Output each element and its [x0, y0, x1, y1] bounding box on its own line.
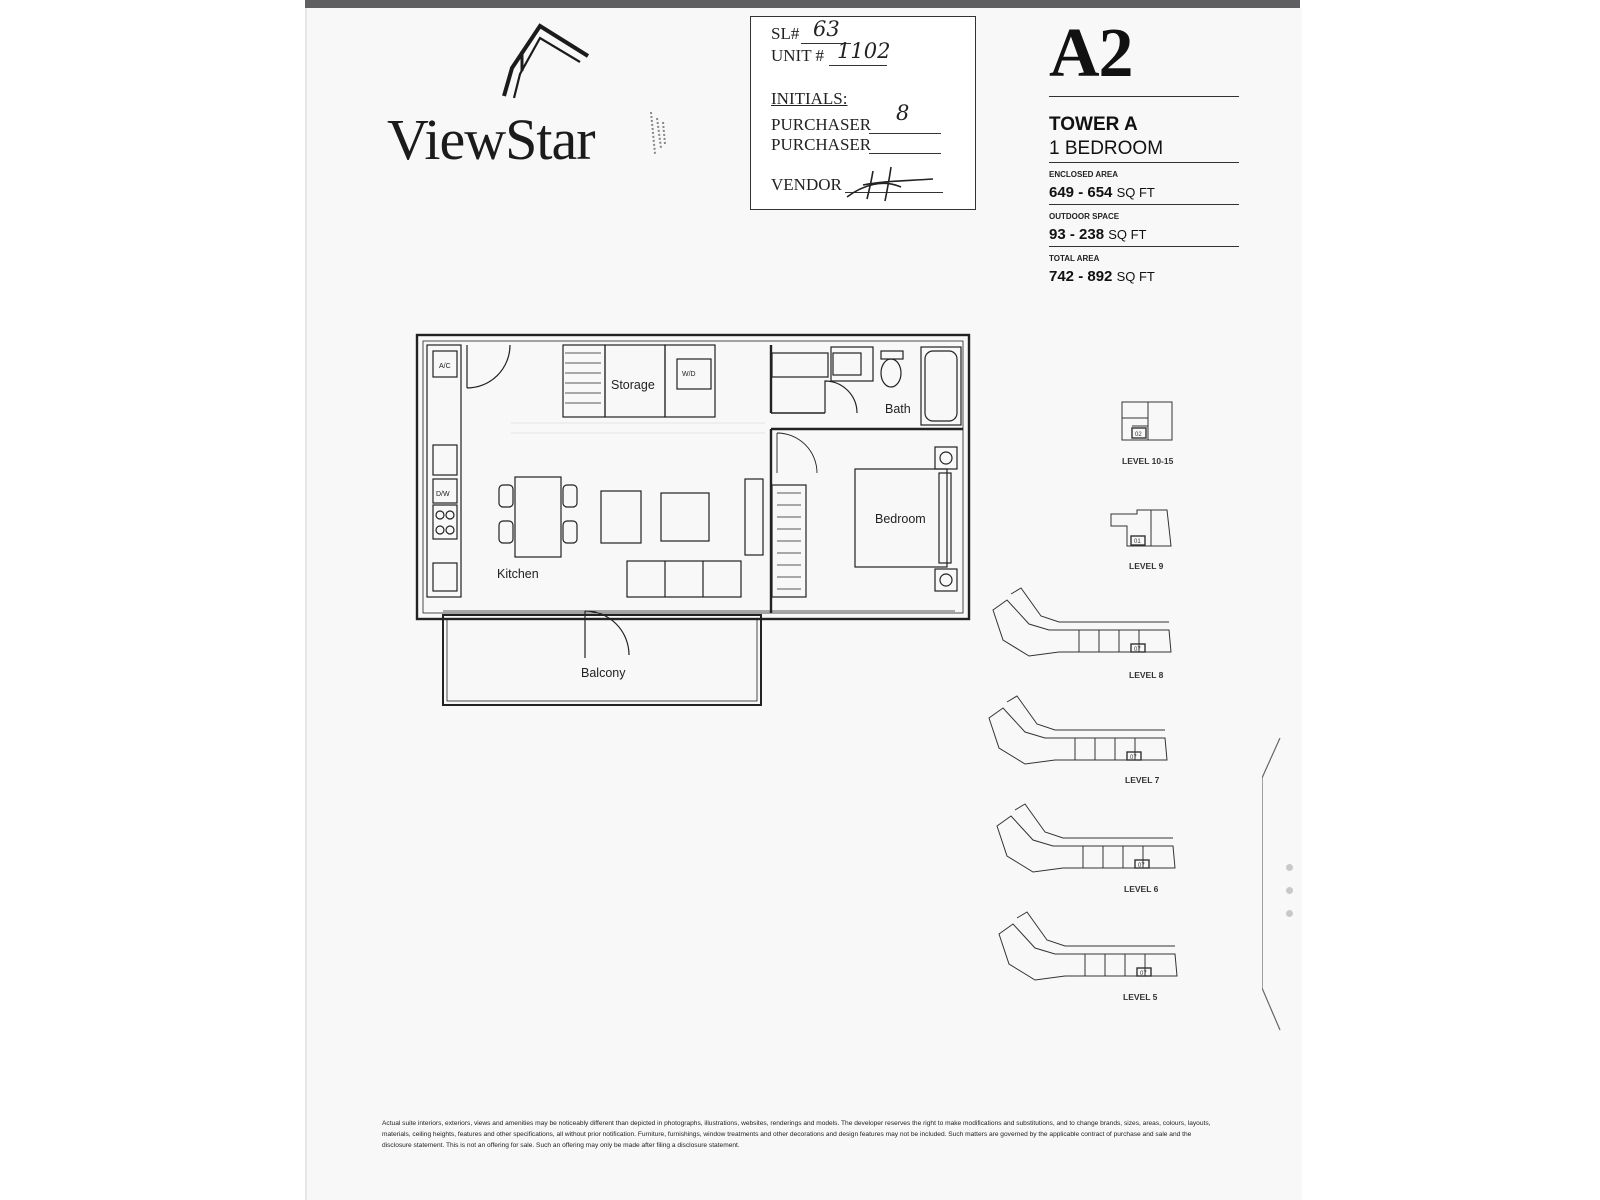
- key-plan-level-8: [989, 586, 1179, 666]
- total-area-label: TOTAL AREA: [1049, 254, 1100, 263]
- key-plan-tag-1: 02: [1135, 432, 1142, 438]
- enclosed-area-value: 649 - 654 SQ FT: [1049, 184, 1155, 201]
- logo-star-mark: [647, 108, 671, 158]
- key-plan-tag-5: 07: [1138, 863, 1145, 869]
- room-label-kitchen: Kitchen: [497, 567, 539, 581]
- unit-code: A2: [1049, 15, 1133, 92]
- purchaser-1-label: PURCHASER: [771, 115, 872, 134]
- page-indicator-dot-3[interactable]: [1286, 910, 1293, 917]
- floorplan-page: [305, 8, 1302, 1200]
- bedroom-count: 1 BEDROOM: [1049, 138, 1164, 159]
- enclosed-area-label: ENCLOSED AREA: [1049, 170, 1119, 179]
- initials-label: INITIALS:: [771, 89, 848, 108]
- room-label-bath: Bath: [885, 402, 911, 416]
- tower-label: TOWER A: [1049, 114, 1138, 135]
- roof-logo-icon: [492, 16, 622, 106]
- key-plan-level-10-15: [1112, 400, 1182, 448]
- key-plan-tag-6: 07: [1140, 971, 1147, 977]
- key-plan-level-6: [993, 802, 1183, 882]
- vendor-signature: [843, 163, 943, 203]
- legal-disclaimer: Actual suite interiors, exteriors, views and amenities may be noticeably different than depicted in photographs, illustrations, websites, renderings and models. The developer reserves the right to make modifications and substitutions, and to change brands, sizes, areas, colours, layouts, materials, ceiling heights, features and other specifications, all without prior notification. Furniture, furnishings, window treatments and other decorations and design features may not be included. Such matters are governed by the applicable contract of purchase and sale and the disclosure statement. This is not an offering for sale. Such an offering may only be made after filing a disclosure statement.: [382, 1120, 1211, 1149]
- room-label-balcony: Balcony: [581, 666, 626, 680]
- outdoor-space-label: OUTDOOR SPACE: [1049, 212, 1120, 221]
- key-plan-label-2: LEVEL 9: [1129, 561, 1164, 571]
- key-plan-tag-2: 01: [1134, 539, 1141, 545]
- sl-label: SL#: [771, 24, 800, 43]
- key-plan-level-7: [985, 694, 1175, 774]
- room-label-wd: W/D: [682, 371, 696, 378]
- viewstar-logo-text: ViewStar: [387, 107, 595, 172]
- key-plan-label-1: LEVEL 10-15: [1122, 456, 1174, 466]
- key-plan-label-4: LEVEL 7: [1125, 775, 1160, 785]
- purchaser-2-label: PURCHASER: [771, 135, 872, 154]
- room-label-storage: Storage: [611, 378, 655, 392]
- unit-label: UNIT #: [771, 46, 825, 65]
- key-plan-tag-3: 07: [1134, 647, 1141, 653]
- key-plan-label-6: LEVEL 5: [1123, 992, 1158, 1002]
- key-plan-level-5: [995, 910, 1185, 990]
- key-plan-tag-4: 07: [1130, 755, 1137, 761]
- page-edge-curl: [1262, 738, 1302, 1038]
- viewer-top-bar: [305, 0, 1300, 8]
- key-plan-label-3: LEVEL 8: [1129, 670, 1164, 680]
- vendor-label: VENDOR: [771, 175, 842, 194]
- page-indicator-dot-2[interactable]: [1286, 887, 1293, 894]
- room-label-ac: A/C: [439, 363, 451, 370]
- key-plan-label-5: LEVEL 6: [1124, 884, 1159, 894]
- total-area-value: 742 - 892 SQ FT: [1049, 268, 1155, 285]
- room-label-bedroom: Bedroom: [875, 512, 926, 526]
- sl-value: 63: [813, 17, 840, 41]
- outdoor-space-value: 93 - 238 SQ FT: [1049, 226, 1147, 243]
- room-label-dw: D/W: [436, 491, 450, 498]
- purchaser-1-initials: 8: [896, 101, 910, 125]
- unit-floor-plan: [415, 333, 975, 718]
- unit-value: 1102: [837, 39, 891, 63]
- page-indicator-dot-1[interactable]: [1286, 864, 1293, 871]
- initials-stamp: [750, 16, 976, 210]
- key-plan-level-9: [1107, 506, 1177, 554]
